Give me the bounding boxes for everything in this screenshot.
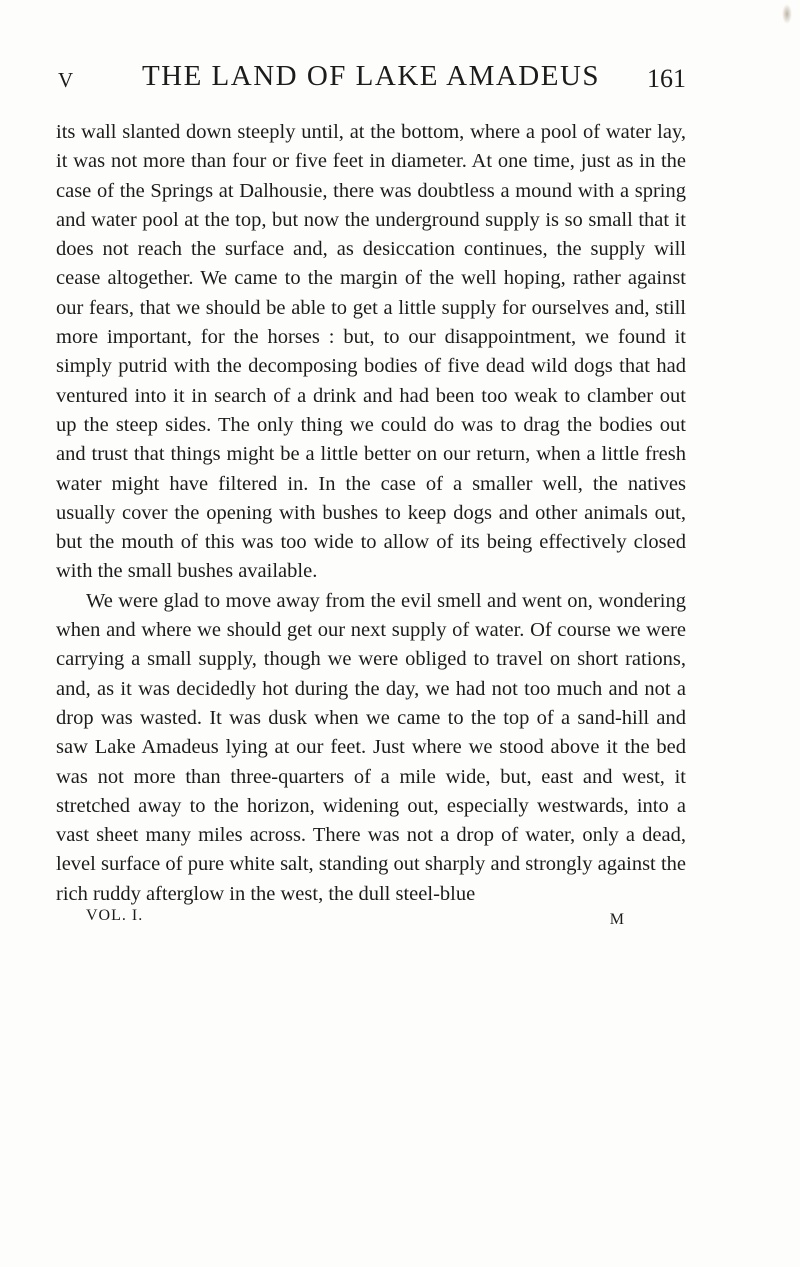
- chapter-number: V: [58, 68, 75, 92]
- running-title: THE LAND OF LAKE AMADEUS: [141, 60, 601, 92]
- body-text: [56, 118, 686, 909]
- book-page: [56, 60, 686, 933]
- page-number: 161: [647, 64, 686, 93]
- running-head: [56, 60, 686, 100]
- paragraph: its wall slanted down steeply until, at the bottom, where a pool of water lay, it was not more than four or five feet in diameter. At one time, just as in the case of the Springs at Dalhousie, there was doubtless a mound with a spring and water pool at the top, but now the underground supply is so small that it does not reach the surface and, as desiccation continues, the supply will cease altogether. We came to the margin of the well hoping, rather against our fears, that we should be able to get a little supply for ourselves and, still more important, for the horses : but, to our disappointment, we found it simply putrid with the decomposing bodies of five dead wild dogs that had ventured into it in search of a drink and had been too weak to clamber out up the steep sides. The only thing we could do was to drag the bodies out and trust that things might be a little better on our return, when a little fresh water might have filtered in. In the case of a smaller well, the natives usually cover the opening with bushes to keep dogs and other animals out, but the mouth of this was too wide to allow of its being effectively closed with the small bushes available.: [56, 121, 686, 583]
- page-corner-stain: [782, 4, 792, 24]
- signature-mark: M: [609, 911, 624, 929]
- page-footer: [56, 907, 686, 933]
- paragraph: We were glad to move away from the evil smell and went on, wondering when and where we should get our next supply of water. Of course we were carrying a small supply, though we were obliged to travel on short rations, and, as it was decidedly hot during the day, we had not too much and not a drop was wasted. It was dusk when we came to the top of a sand-hill and saw Lake Amadeus lying at our feet. Just where we stood above it the bed was not more than three-quarters of a mile wide, but, east and west, it stretched away to the horizon, widening out, especially westwards, into a vast sheet many miles across. There was not a drop of water, only a dead, level surface of pure white salt, standing out sharply and strongly against the rich ruddy afterglow in the west, the dull steel-blue: [56, 589, 686, 905]
- volume-signature: VOL. I.: [86, 907, 144, 925]
